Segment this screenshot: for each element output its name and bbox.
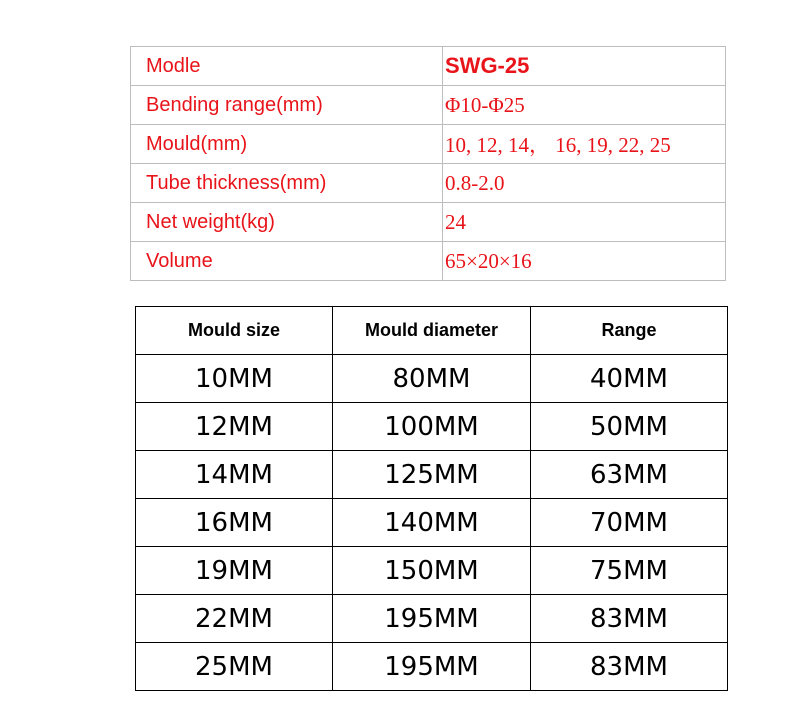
range-cell: 75MM <box>531 547 728 595</box>
mould-diameter-cell: 80MM <box>333 355 531 403</box>
mould-size-cell: 22MM <box>136 595 333 643</box>
table-row <box>136 451 728 499</box>
mould-diameter-cell: 100MM <box>333 403 531 451</box>
mould-diameter-cell: 140MM <box>333 499 531 547</box>
spec-label: Net weight(kg) <box>131 203 443 242</box>
spec-table <box>130 46 726 281</box>
spec-row-bending-range <box>131 86 726 125</box>
spec-label: Modle <box>131 47 443 86</box>
column-header-mould-diameter: Mould diameter <box>333 307 531 355</box>
table-row <box>136 595 728 643</box>
range-cell: 83MM <box>531 643 728 691</box>
spec-row-volume <box>131 242 726 281</box>
spec-value: 10, 12, 14， 16, 19, 22, 25 <box>443 125 726 164</box>
range-cell: 63MM <box>531 451 728 499</box>
spec-value: Φ10-Φ25 <box>443 86 726 125</box>
table-row <box>136 355 728 403</box>
table-row <box>136 499 728 547</box>
spec-label: Tube thickness(mm) <box>131 164 443 203</box>
mould-size-cell: 14MM <box>136 451 333 499</box>
mould-table <box>135 306 728 691</box>
range-cell: 50MM <box>531 403 728 451</box>
spec-row-model <box>131 47 726 86</box>
table-row <box>136 643 728 691</box>
range-cell: 70MM <box>531 499 728 547</box>
spec-value: 65×20×16 <box>443 242 726 281</box>
table-row <box>136 403 728 451</box>
mould-size-cell: 16MM <box>136 499 333 547</box>
mould-diameter-cell: 195MM <box>333 643 531 691</box>
spec-value: 24 <box>443 203 726 242</box>
mould-diameter-cell: 150MM <box>333 547 531 595</box>
spec-row-net-weight <box>131 203 726 242</box>
range-cell: 83MM <box>531 595 728 643</box>
spec-row-tube-thickness <box>131 164 726 203</box>
spec-value: 0.8-2.0 <box>443 164 726 203</box>
spec-label: Bending range(mm) <box>131 86 443 125</box>
mould-size-cell: 12MM <box>136 403 333 451</box>
spec-value: SWG-25 <box>443 47 726 86</box>
mould-diameter-cell: 125MM <box>333 451 531 499</box>
mould-header-row <box>136 307 728 355</box>
mould-diameter-cell: 195MM <box>333 595 531 643</box>
spec-row-mould <box>131 125 726 164</box>
spec-label: Volume <box>131 242 443 281</box>
spec-label: Mould(mm) <box>131 125 443 164</box>
mould-size-cell: 10MM <box>136 355 333 403</box>
range-cell: 40MM <box>531 355 728 403</box>
mould-size-cell: 25MM <box>136 643 333 691</box>
column-header-mould-size: Mould size <box>136 307 333 355</box>
column-header-range: Range <box>531 307 728 355</box>
mould-size-cell: 19MM <box>136 547 333 595</box>
table-row <box>136 547 728 595</box>
